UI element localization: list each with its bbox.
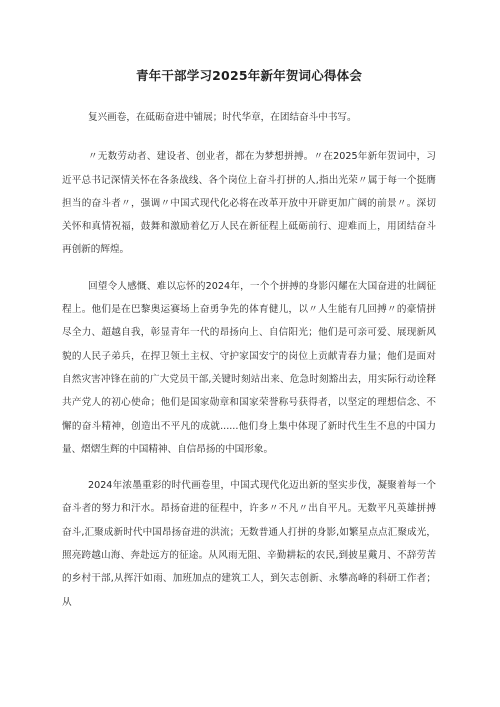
- paragraph-2: 〃无数劳动者、建设者、创业者，都在为梦想拼搏。〃在2025年新年贺词中，习近平总书记深情关怀在各条战线、各个岗位上奋斗打拼的人,指出光荣〃属于每一个挺膺担当的奋斗者〃，强调〃中国式现代化必将在改革开放中开辟更加广阔的前景〃。深切关怀和真情祝福，鼓舞和激励着亿万人民在新征程上砥砺前行、迎难而上，用团结奋斗再创新的辉煌。: [62, 151, 436, 256]
- paragraph-4: 2024年浓墨重彩的时代画卷里，中国式现代化迈出新的坚实步伐，凝聚着每一个奋斗者的努力和汗水。昂扬奋进的征程中，许多〃不凡〃出自平凡。无数平凡英雄拼搏奋斗,汇聚成新时代中国昂扬奋进的洪流；无数普通人打拼的身影,如繁星点点汇聚成光，照亮跨越山海、奔赴远方的征途。从风雨无阻、辛勤耕耘的农民,到披星戴月、不辞劳苦的乡村干部,从挥汗如雨、加班加点的建筑工人，到矢志创新、永攀高峰的科研工作者；从: [62, 480, 436, 608]
- document-title: 青年干部学习2025年新年贺词心得体会: [135, 68, 363, 83]
- paragraph-1: 复兴画卷，在砥砺奋进中铺展；时代华章，在团结奋斗中书写。: [88, 112, 357, 123]
- paragraph-3: 回望令人感慨、难以忘怀的2024年，一个个拼搏的身影闪耀在大国奋进的壮阔征程上。他们是在巴黎奥运赛场上奋勇争先的体育健儿，以〃人生能有几回搏〃的豪情拼尽全力、超越自我，彰显青年一代的昂扬向上、自信阳光；他们是可亲可爱、展现新风貌的人民子弟兵，在捍卫领土主权、守护家国安宁的岗位上贡献青春力量；他们是面对自然灾害冲锋在前的广大党员干部,关键时刻站出来、危急时刻豁出去，用实际行动诠释共产党人的初心使命；他们是国家勋章和国家荣誉称号获得者，以坚定的理想信念、不懈的奋斗精神，创造出不平凡的成就......他们身上集中体现了新时代生生不息的中国力量、熠熠生辉的中国精神、自信昂扬的中国形象。: [62, 280, 436, 455]
